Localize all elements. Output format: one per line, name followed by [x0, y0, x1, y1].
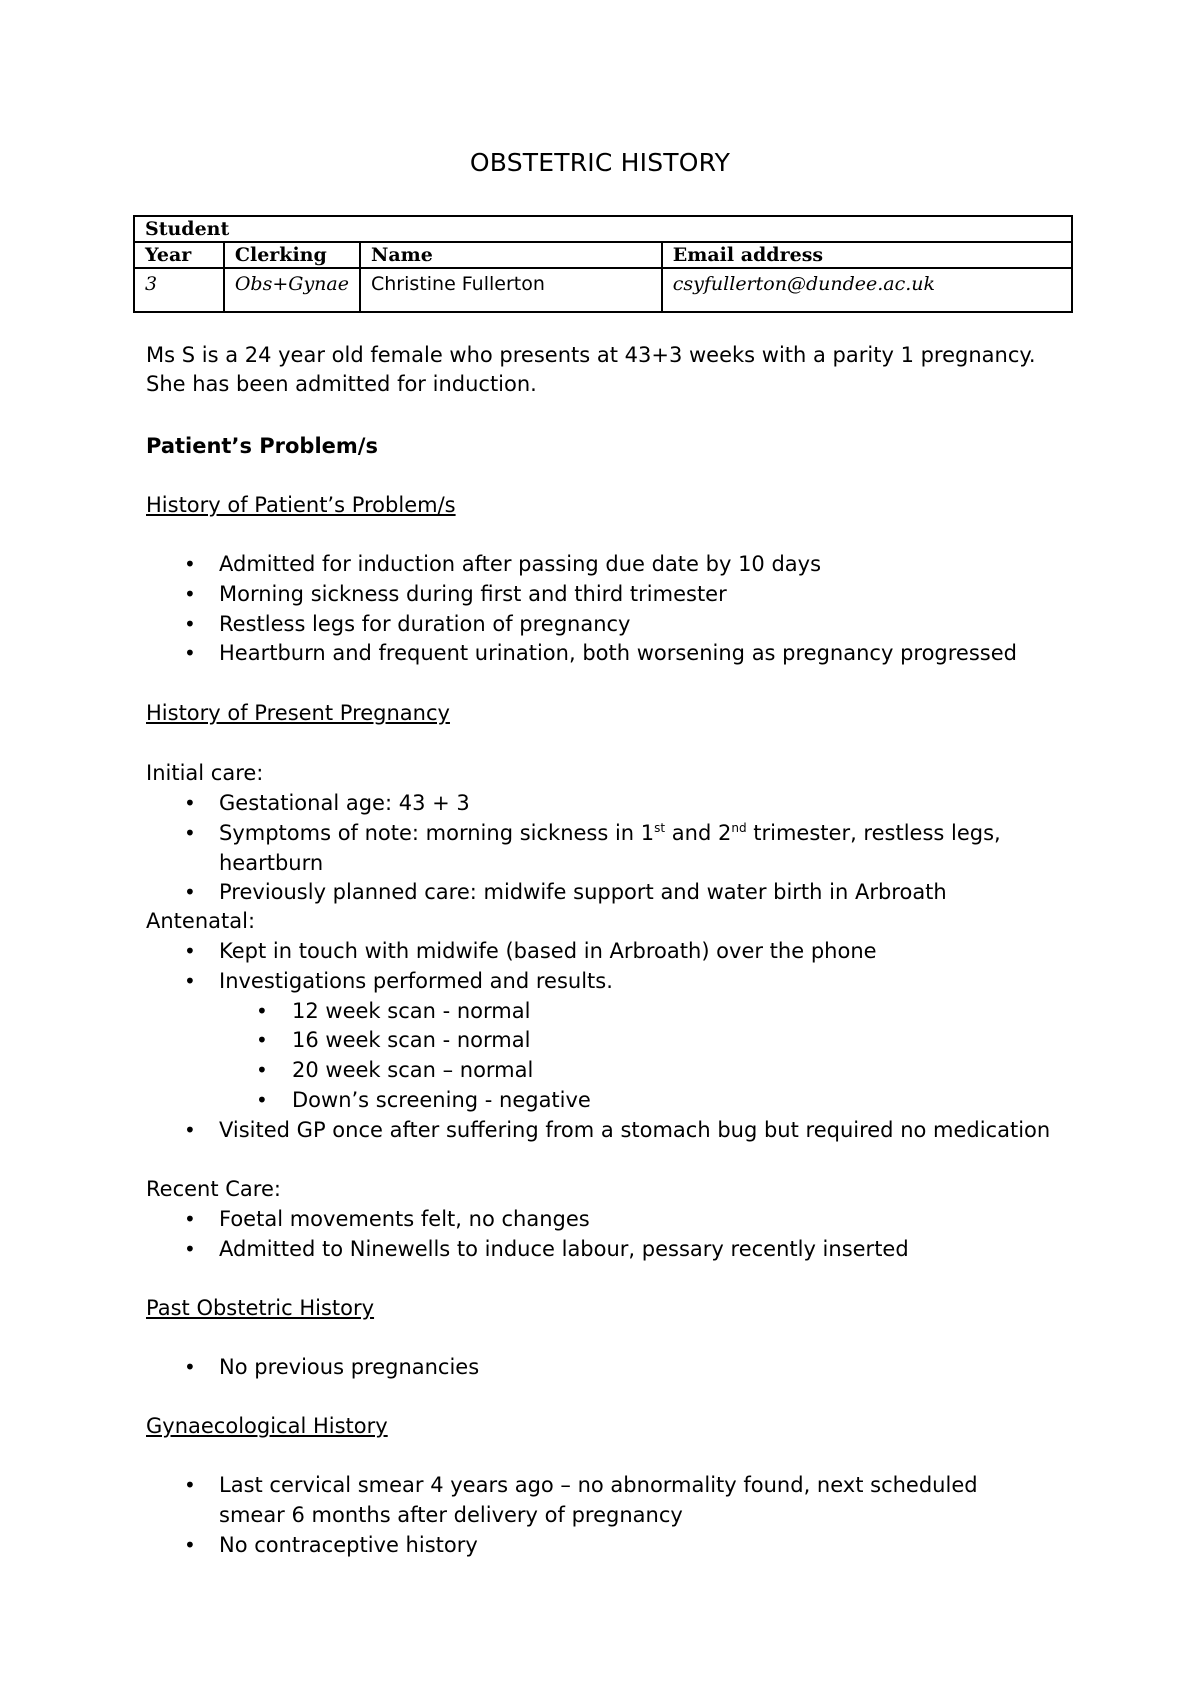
clerking-value: Obs+Gynae	[224, 268, 360, 312]
column-header-year: Year	[134, 242, 224, 268]
sub-list-item: • Down’s screening - negative	[146, 1086, 1076, 1116]
patients-problems-heading: Patient’s Problem/s	[146, 434, 378, 458]
past-obstetric-heading: Past Obstetric History	[146, 1296, 375, 1320]
list-item: • Restless legs for duration of pregnancy	[146, 610, 1076, 640]
list-item: • Gestational age: 43 + 3	[146, 789, 1076, 819]
list-item-symptoms	[146, 819, 1076, 879]
student-info-table	[133, 215, 1073, 313]
antenatal-list	[146, 937, 1076, 1146]
symptoms-text-c: trimester, restless legs, heartburn	[219, 820, 1001, 875]
column-header-name: Name	[360, 242, 662, 268]
page-title: OBSTETRIC HISTORY	[469, 148, 731, 177]
name-value: Christine Fullerton	[360, 268, 662, 312]
list-item: • Previously planned care: midwife support and water birth in Arbroath	[146, 878, 1076, 908]
list-item: • Heartburn and frequent urination, both worsening as pregnancy progressed	[146, 639, 1076, 669]
student-header-cell: Student	[134, 216, 1072, 242]
sub-list-item: • 12 week scan - normal	[146, 997, 1076, 1027]
list-item: • Investigations performed and results.	[146, 967, 1076, 997]
recent-care-label: Recent Care:	[146, 1177, 281, 1201]
intro-paragraph: Ms S is a 24 year old female who presents at 43+3 weeks with a parity 1 pregnancy. She has been admitted for induction.	[146, 343, 1036, 396]
past-obstetric-list	[146, 1353, 1076, 1383]
column-header-clerking: Clerking	[224, 242, 360, 268]
list-item: • Foetal movements felt, no changes	[146, 1205, 1076, 1235]
list-item: • Visited GP once after suffering from a stomach bug but required no medication	[146, 1116, 1076, 1146]
symptoms-text-b: and 2	[665, 820, 732, 845]
list-item: • Kept in touch with midwife (based in Arbroath) over the phone	[146, 937, 1076, 967]
list-item: • No contraceptive history	[146, 1531, 1046, 1561]
sub-list-item: • 16 week scan - normal	[146, 1026, 1076, 1056]
superscript-nd: nd	[731, 820, 747, 835]
recent-care-list	[146, 1205, 1076, 1265]
list-item: • Last cervical smear 4 years ago – no abnormality found, next scheduled smear 6 months after delivery of pregnancy	[146, 1471, 1046, 1531]
present-pregnancy-heading: History of Present Pregnancy	[146, 701, 450, 725]
gynaecological-heading: Gynaecological History	[146, 1414, 388, 1438]
initial-care-list	[146, 789, 1076, 908]
list-item: • Morning sickness during first and third trimester	[146, 580, 1076, 610]
symptoms-text-a: Symptoms of note: morning sickness in 1	[219, 820, 655, 845]
history-problems-heading: History of Patient’s Problem/s	[146, 493, 456, 517]
antenatal-label: Antenatal:	[146, 909, 256, 933]
year-value: 3	[134, 268, 224, 312]
superscript-st: st	[654, 820, 666, 835]
email-value: csyfullerton@dundee.ac.uk	[662, 268, 1072, 312]
gynaecological-list	[146, 1471, 1046, 1560]
history-problems-list	[146, 550, 1076, 669]
list-item: • Admitted to Ninewells to induce labour, pessary recently inserted	[146, 1235, 1076, 1265]
initial-care-label: Initial care:	[146, 761, 264, 785]
sub-list-item: • 20 week scan – normal	[146, 1056, 1076, 1086]
list-item: • Admitted for induction after passing due date by 10 days	[146, 550, 1076, 580]
column-header-email: Email address	[662, 242, 1072, 268]
list-item: • No previous pregnancies	[146, 1353, 1076, 1383]
